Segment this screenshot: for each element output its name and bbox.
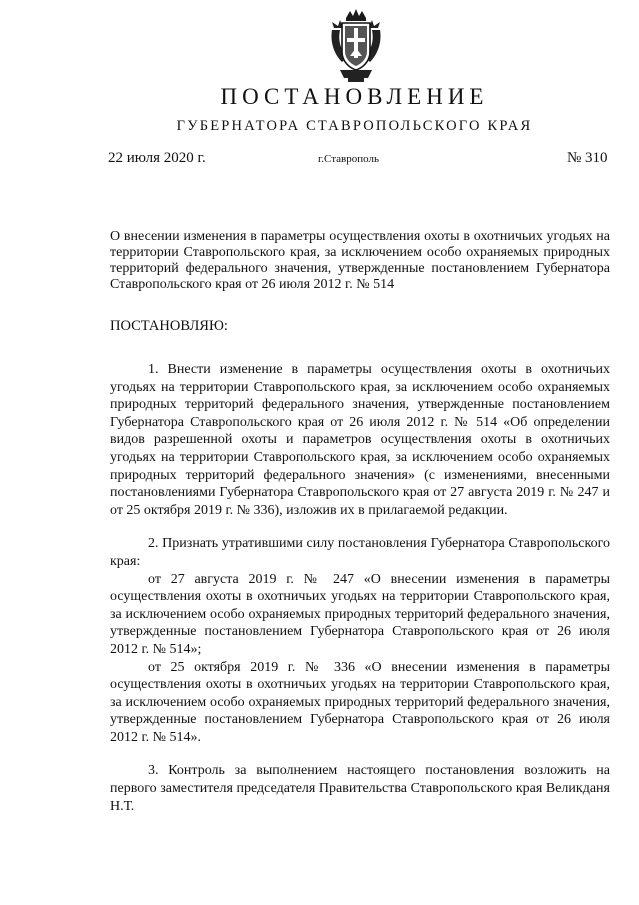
document-heading: О внесении изменения в параметры осуществления охоты в охотничьих угодьях на территории Ставропольского края, за исключением особо охраняемых природных территорий федерального значения, утвержденные постановлением Губернатора Ставропольского края от 26 июля 2012 г. № 514 (110, 229, 610, 292)
document-title: ПОСТАНОВЛЕНИЕ (220, 84, 489, 109)
document-subtitle: ГУБЕРНАТОРА СТАВРОПОЛЬСКОГО КРАЯ (176, 118, 533, 134)
document-number: № 310 (567, 150, 608, 166)
document-city: г.Ставрополь (318, 153, 379, 165)
coat-of-arms-icon (328, 8, 384, 84)
paragraph-1: 1. Внести изменение в параметры осуществления охоты в охотничьих угодьях на территории Ставропольского края, за исключением особо охраняемых природных территорий федерального значения, утвержденные постановлением Губернатора Ставропольского края от 26 июля 2012 г. № 514 «Об определении видов разрешенной охоты и параметров осуществления охоты в охотничьих угодьях на территории Ставропольского края, за исключением особо охраняемых природных территорий федерального значения» (с изменениями, внесенными постановлениями Губернатора Ставропольского края от 27 августа 2019 г. № 247 и от 25 октября 2019 г. № 336), изложив их в прилагаемой редакции. (110, 362, 610, 518)
paragraph-2: 2. Признать утратившими силу постановления Губернатора Ставропольского края: (110, 536, 610, 569)
paragraph-2-item-2: от 25 октября 2019 г. № 336 «О внесении изменения в параметры осуществления охоты в охотничьих угодьях на территории Ставропольского края, за исключением особо охраняемых природных территорий федерального значения, утвержденные постановлением Губернатора Ставропольского края от 26 июля 2012 г. № 514». (110, 659, 610, 745)
document-body (110, 361, 610, 815)
paragraph-2-item-1: от 27 августа 2019 г. № 247 «О внесении изменения в параметры осуществления охоты в охотничьих угодьях на территории Ставропольского края, за исключением особо охраняемых природных территорий федерального значения, утвержденные постановлением Губернатора Ставропольского края от 26 июля 2012 г. № 514»; (110, 571, 610, 657)
paragraph-spacer (110, 519, 610, 535)
decree-word: ПОСТАНОВЛЯЮ: (110, 318, 228, 334)
paragraph-3: 3. Контроль за выполнением настоящего постановления возложить на первого заместителя председателя Правительства Ставропольского края Великданя Н.Т. (110, 763, 610, 814)
document-date: 22 июля 2020 г. (108, 150, 206, 166)
